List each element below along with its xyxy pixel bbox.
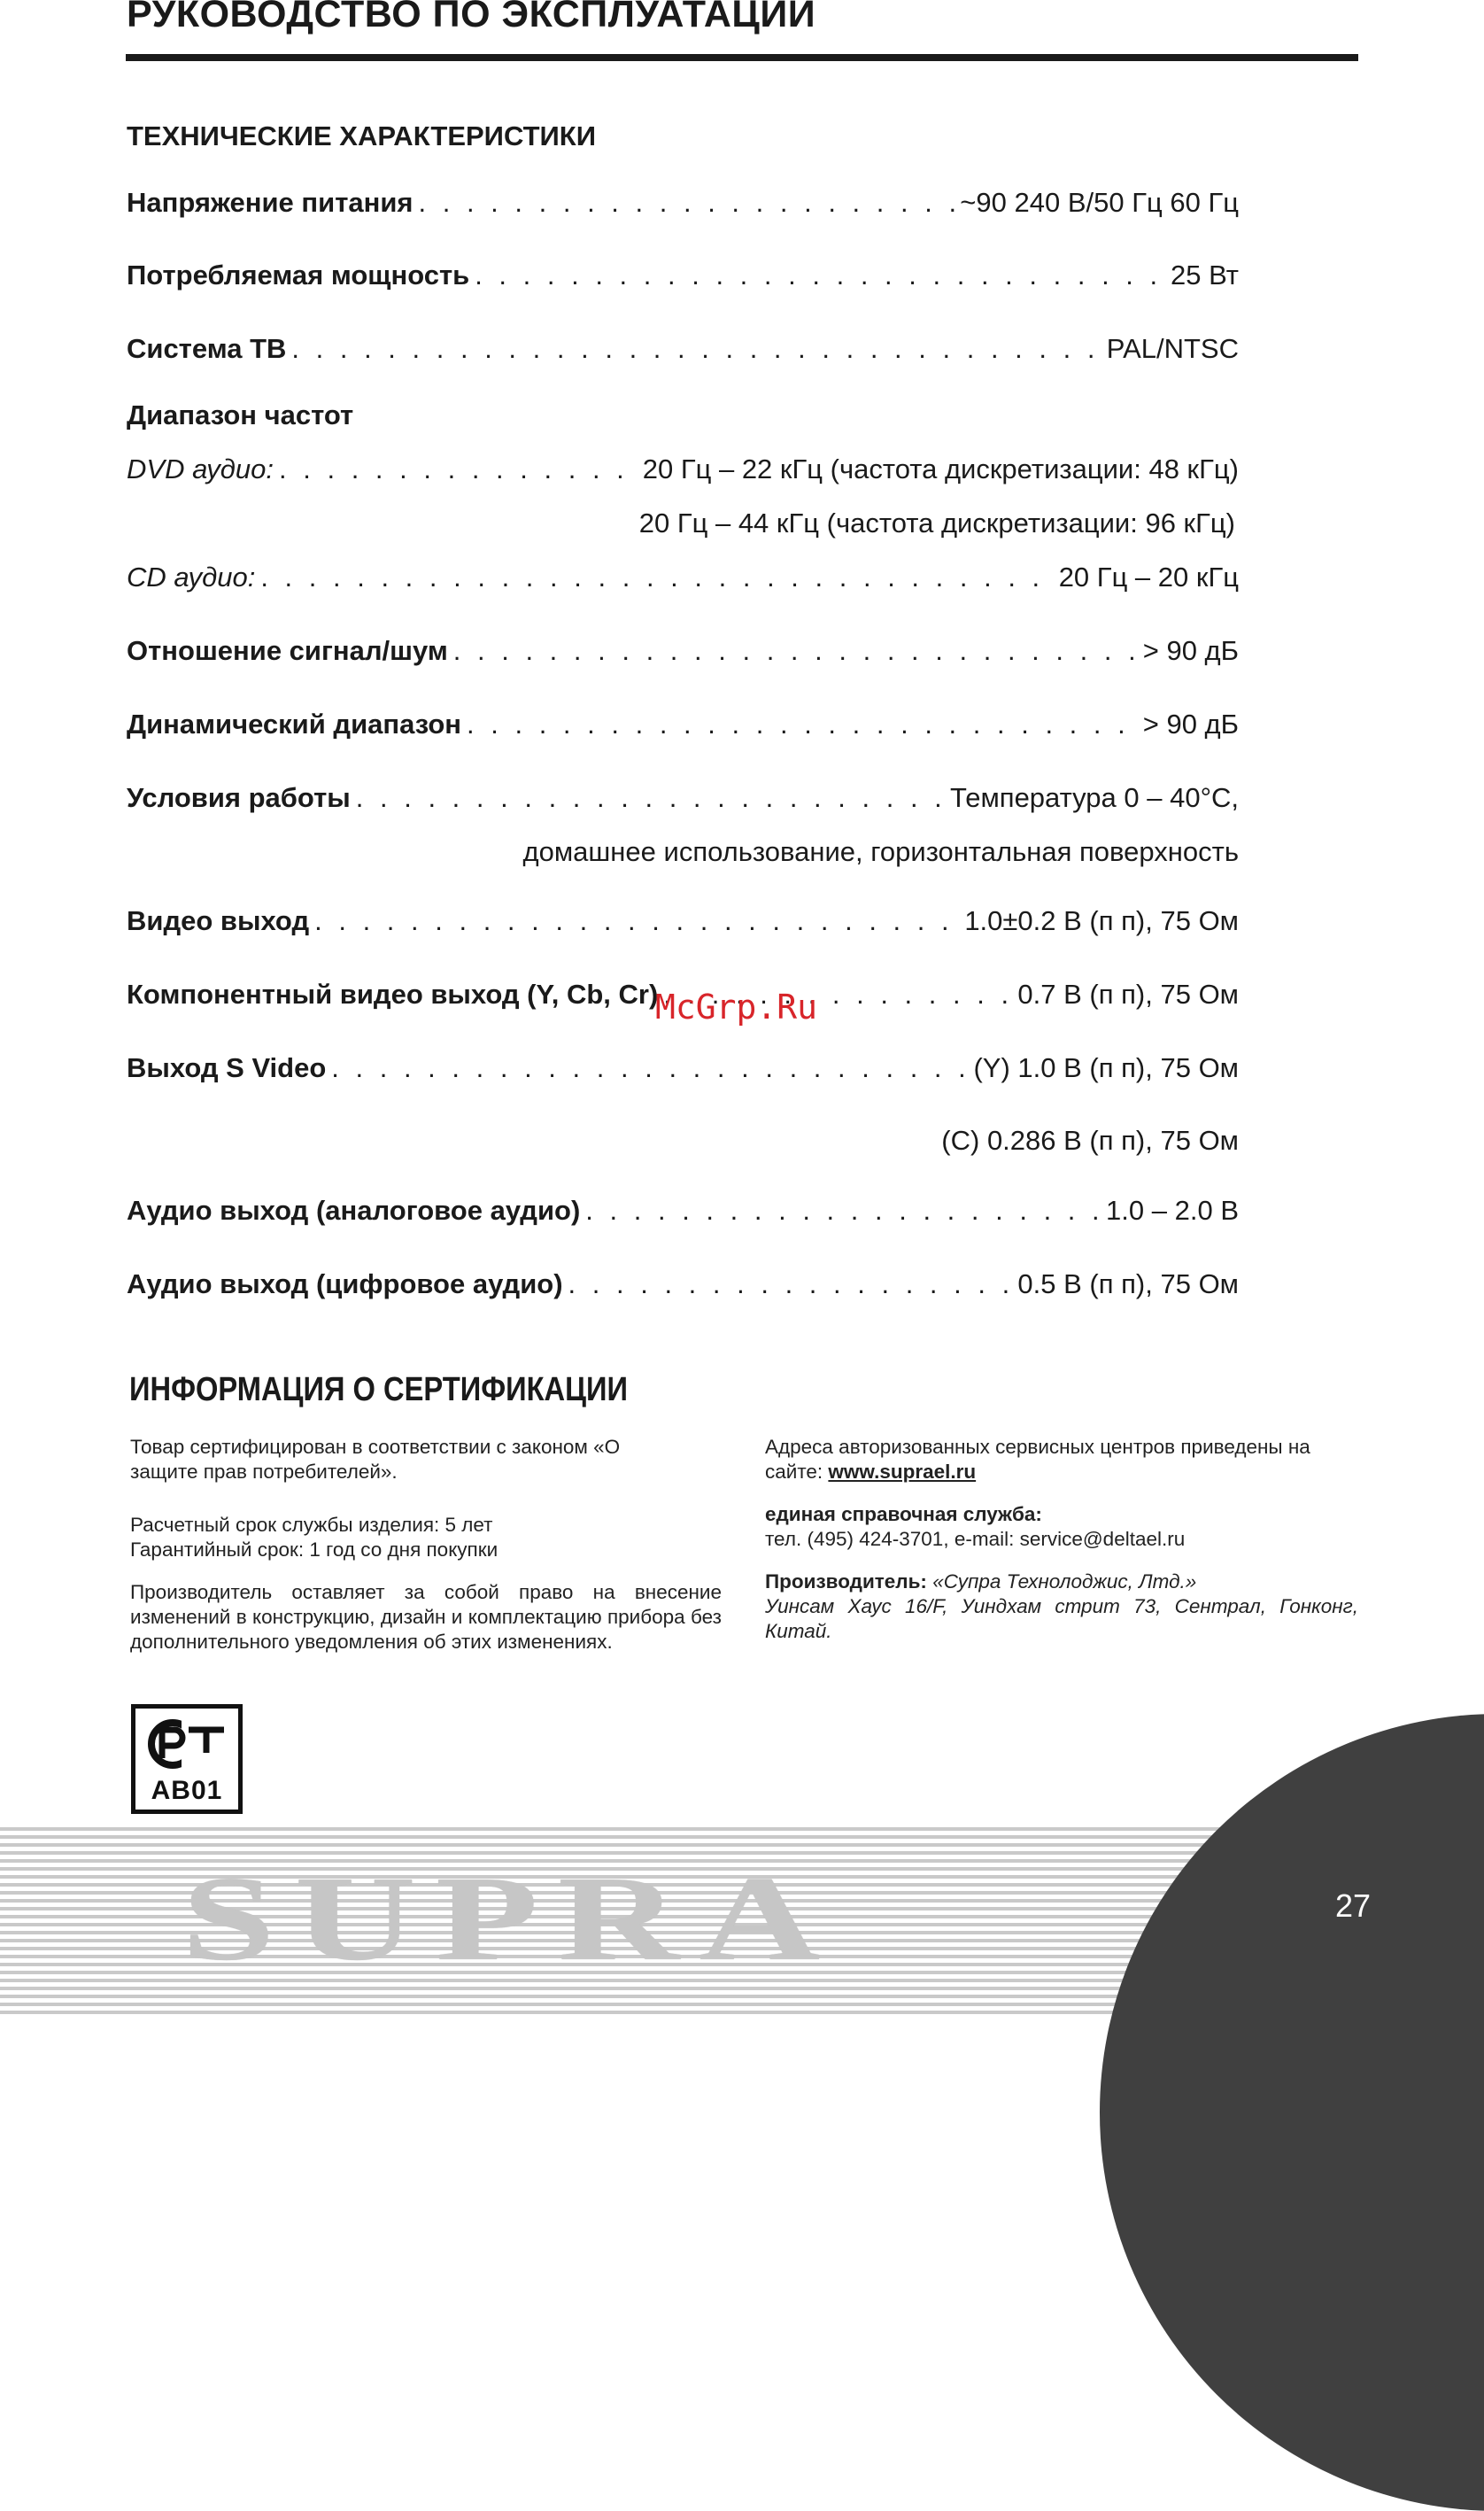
spec-label: Система ТВ <box>127 333 287 364</box>
spec-value: 25 Вт <box>1171 260 1239 291</box>
leader-dots <box>331 1050 968 1086</box>
spec-operating-conditions <box>127 780 1239 816</box>
leader-dots <box>356 780 945 816</box>
spec-label: Отношение сигнал/шум <box>127 635 448 666</box>
leader-dots <box>314 903 959 939</box>
supra-brand-logo: SUPRA <box>182 1851 840 1987</box>
leader-dots <box>475 258 1165 293</box>
spec-label: DVD аудио: <box>127 453 274 484</box>
spec-svideo-out-cont: (C) 0.286 В (п п), 75 Ом <box>941 1125 1239 1156</box>
certification-left-column <box>130 1435 732 1672</box>
leader-dots <box>568 1267 1013 1302</box>
warranty-text: Гарантийный срок: 1 год со дня покупки <box>130 1538 499 1561</box>
service-life-text: Расчетный срок службы изделия: 5 лет <box>130 1514 493 1536</box>
rst-certification-mark <box>131 1704 243 1814</box>
spec-value: (Y) 1.0 В (п п), 75 Ом <box>973 1052 1239 1083</box>
spec-value: 20 Гц – 22 кГц (частота дискретизации: 48 кГц) <box>642 453 1239 484</box>
leader-dots <box>291 331 1101 367</box>
spec-dvd-audio <box>127 452 1239 487</box>
manufacturer-rights-text: Производитель оставляет за собой право на внесение изменений в конструкцию, дизайн и комплектацию прибора без дополнительного уведомления об этих изменениях. <box>130 1581 722 1653</box>
manufacturer-label: Производитель: <box>765 1570 927 1593</box>
supra-site-link[interactable]: www.suprael.ru <box>828 1461 977 1483</box>
spec-value: 1.0±0.2 В (п п), 75 Ом <box>964 905 1239 936</box>
cert-law-text: Товар сертифицирован в соответствии с законом «О защите прав потребителей». <box>130 1436 621 1483</box>
spec-label: Видео выход <box>127 905 310 936</box>
help-service-contacts: тел. (495) 424-3701, e-mail: service@deltael.ru <box>765 1528 1186 1550</box>
cert-code: АВ01 <box>151 1776 223 1805</box>
spec-label: Выход S Video <box>127 1052 327 1083</box>
rst-logo-icon <box>135 1709 238 1776</box>
service-centers-text: Адреса авторизованных сервисных центров приведены на сайте: <box>765 1436 1310 1483</box>
spec-audio-digital <box>127 1267 1239 1302</box>
leader-dots <box>419 185 955 221</box>
certification-title: ИНФОРМАЦИЯ О СЕРТИФИКАЦИИ <box>129 1371 629 1408</box>
spec-label: CD аудио: <box>127 562 256 593</box>
spec-svideo-out <box>127 1050 1239 1086</box>
spec-value: 0.7 В (п п), 75 Ом <box>1017 979 1239 1010</box>
spec-value: PAL/NTSC <box>1106 333 1239 364</box>
spec-value: 1.0 – 2.0 В <box>1106 1195 1239 1226</box>
spec-power-supply <box>127 185 1239 221</box>
spec-value: ~90 240 В/50 Гц 60 Гц <box>960 187 1239 218</box>
header-rule <box>126 54 1358 61</box>
spec-value: > 90 дБ <box>1142 635 1239 666</box>
specs-section-title: ТЕХНИЧЕСКИЕ ХАРАКТЕРИСТИКИ <box>127 120 596 151</box>
spec-label: Динамический диапазон <box>127 709 462 740</box>
leader-dots <box>585 1193 1101 1228</box>
spec-label: Напряжение питания <box>127 187 414 218</box>
help-service-title: единая справочная служба: <box>765 1503 1042 1525</box>
spec-label: Компонентный видео выход (Y, Cb, Cr) <box>127 979 659 1010</box>
manufacturer-name: «Супра Технолоджис, Лтд.» <box>926 1570 1197 1593</box>
watermark-text: McGrp.Ru <box>655 988 818 1027</box>
spec-value: 0.5 В (п п), 75 Ом <box>1017 1268 1239 1299</box>
spec-value: > 90 дБ <box>1142 709 1239 740</box>
spec-label: Аудио выход (аналоговое аудио) <box>127 1195 581 1226</box>
spec-label: Потребляемая мощность <box>127 260 470 291</box>
leader-dots <box>279 452 638 487</box>
spec-dynamic-range <box>127 707 1239 742</box>
leader-dots <box>260 560 1053 595</box>
spec-snr <box>127 633 1239 669</box>
spec-audio-analog <box>127 1193 1239 1228</box>
spec-operating-conditions-cont: домашнее использование, горизонтальная поверхность <box>522 836 1239 867</box>
spec-label: Аудио выход (цифровое аудио) <box>127 1268 563 1299</box>
spec-dvd-audio-cont: 20 Гц – 44 кГц (частота дискретизации: 96 кГц) <box>638 508 1235 539</box>
spec-cd-audio <box>127 560 1239 595</box>
manufacturer-address: Уинсам Хаус 16/F, Уиндхам стрит 73, Сентрал, Гонконг, Китай. <box>765 1595 1358 1642</box>
spec-power-consumption <box>127 258 1239 293</box>
spec-tv-system <box>127 331 1239 367</box>
leader-dots <box>467 707 1138 742</box>
spec-label: Условия работы <box>127 782 351 813</box>
spec-value: Температура 0 – 40°С, <box>950 782 1239 813</box>
spec-value: 20 Гц – 20 кГц <box>1058 562 1239 593</box>
certification-right-column <box>765 1435 1358 1662</box>
spec-freq-range-heading: Диапазон частот <box>127 399 354 430</box>
page-header-title: РУКОВОДСТВО ПО ЭКСПЛУАТАЦИИ <box>127 0 816 35</box>
spec-video-out <box>127 903 1239 939</box>
page-number: 27 <box>1335 1887 1372 1924</box>
leader-dots <box>453 633 1138 669</box>
